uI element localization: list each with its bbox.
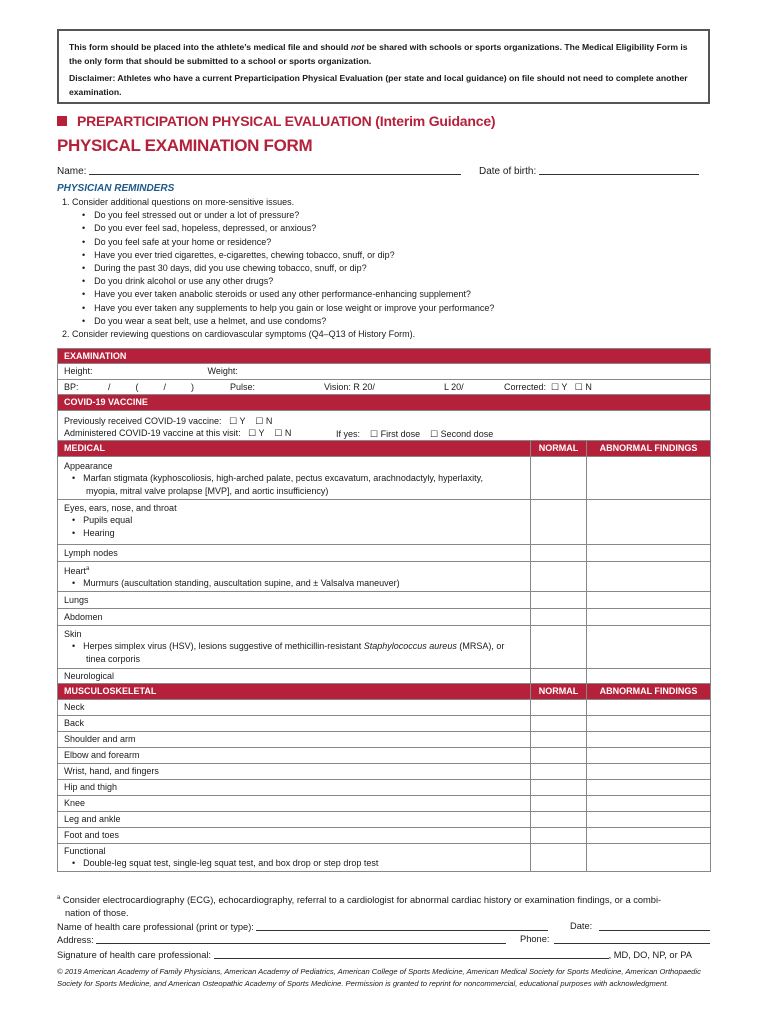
reminders-title: PHYSICIAN REMINDERS [57, 183, 175, 194]
row-label: Heart [64, 565, 87, 576]
functional-row [58, 843, 531, 871]
notice-text-2: be shared with schools or sports organizations. The Medical Eligibility Form is the only form that should be submitted to a school or sports organization. [69, 42, 688, 66]
normal-cell[interactable] [531, 561, 587, 591]
normal-cell[interactable] [531, 544, 587, 561]
table-row: Foot and toes [58, 827, 531, 843]
signature-field[interactable] [214, 948, 609, 959]
table-row: Knee [58, 795, 531, 811]
dob-label: Date of birth: [479, 166, 537, 177]
height-weight-row[interactable] [58, 364, 711, 379]
header-subtitle: (Interim Guidance) [375, 113, 496, 129]
normal-header: NORMAL [531, 684, 587, 699]
abnormal-cell[interactable] [587, 763, 711, 779]
normal-cell[interactable] [531, 827, 587, 843]
hcp-name-field[interactable] [256, 920, 548, 931]
phone-label: Phone: [520, 934, 550, 944]
normal-header: NORMAL [531, 441, 587, 456]
normal-cell[interactable] [531, 715, 587, 731]
list-item: • Marfan stigmata (kyphoscoliosis, high-arched palate, pectus excavatum, arachnodactyly, hyperlaxity, [64, 472, 524, 484]
abnormal-cell[interactable] [587, 561, 711, 591]
normal-cell[interactable] [531, 779, 587, 795]
header-title: PREPARTICIPATION PHYSICAL EVALUATION [77, 113, 372, 129]
neuro-row: Neurological [58, 668, 531, 683]
footnote-marker: a [86, 565, 90, 572]
abnormal-cell[interactable] [587, 591, 711, 608]
abnormal-cell[interactable] [587, 811, 711, 827]
notice-paragraph-1 [69, 40, 698, 68]
normal-cell[interactable] [531, 763, 587, 779]
normal-cell[interactable] [531, 843, 587, 871]
notice-box [57, 29, 710, 104]
normal-cell[interactable] [531, 811, 587, 827]
table-row: Wrist, hand, and fingers [58, 763, 531, 779]
name-label: Name: [57, 166, 87, 177]
phone-field[interactable] [554, 933, 710, 944]
abnormal-header: ABNORMAL FINDINGS [587, 441, 711, 456]
form-title: PHYSICAL EXAMINATION FORM [57, 136, 313, 155]
list-item: • Have you ever taken anabolic steroids or used any other performance-enhancing supplement? [62, 288, 722, 301]
footnote-marker: a [57, 895, 61, 901]
skin-row [58, 625, 531, 668]
row-label: Functional [64, 845, 106, 856]
table-row: Elbow and forearm [58, 747, 531, 763]
date-label: Date: [570, 921, 593, 931]
heart-row [58, 561, 531, 591]
square-bullet-icon [57, 116, 67, 126]
covid-previous[interactable]: Previously received COVID-19 vaccine: ☐ Y ☐ N [64, 415, 273, 426]
list-item: tinea corporis [86, 653, 141, 664]
normal-cell[interactable] [531, 699, 587, 715]
form-header [57, 113, 495, 129]
list-item: • Pupils equal [64, 514, 524, 526]
abnormal-cell[interactable] [587, 843, 711, 871]
dob-line [479, 164, 699, 177]
list-item: • Do you ever feel sad, hopeless, depressed, or anxious? [62, 222, 722, 235]
medical-header: MEDICAL [58, 441, 531, 456]
hcp-line [57, 920, 710, 934]
copyright: © 2019 American Academy of Family Physicians, American Academy of Pediatrics, American College of Sports Medicine, American Medical Society for Sports Medicine, American Orthopaedic Society for Sports Medicine, and American Osteopathic Academy of Sports Medicine. Permission is granted to reprint for noncommercial, educational purposes with acknowledgment. [57, 967, 701, 988]
normal-cell[interactable] [531, 731, 587, 747]
abnormal-cell[interactable] [587, 456, 711, 499]
address-field[interactable] [96, 933, 506, 944]
footnote [57, 892, 710, 920]
list-item: • Do you drink alcohol or use any other drugs? [62, 275, 722, 288]
table-row: Neck [58, 699, 531, 715]
list-item-end: (MRSA), or [456, 641, 505, 652]
vitals-row[interactable] [58, 379, 711, 394]
table-row: Back [58, 715, 531, 731]
table-row: Leg and ankle [58, 811, 531, 827]
bp-marks: / ( / ) [108, 381, 195, 392]
credentials-label: , MD, DO, NP, or PA [608, 950, 692, 960]
notice-emphasis: not [350, 42, 365, 52]
lungs-row: Lungs [58, 591, 531, 608]
covid-dose[interactable]: If yes: ☐ First dose ☐ Second dose [336, 428, 494, 439]
normal-cell[interactable] [531, 668, 587, 683]
covid-row[interactable] [58, 410, 711, 441]
name-line [57, 164, 461, 177]
list-item: • Do you wear a seat belt, use a helmet, and use condoms? [62, 315, 722, 328]
hcp-label: Name of health care professional (print or type): [57, 922, 254, 932]
list-item: • Murmurs (auscultation standing, auscultation supine, and ± Valsalva maneuver) [64, 577, 524, 589]
normal-cell[interactable] [531, 747, 587, 763]
abnormal-cell[interactable] [587, 699, 711, 715]
list-item: • Have you ever tried cigarettes, e-cigarettes, chewing tobacco, snuff, or dip? [62, 249, 722, 262]
footnote-text-2: nation of those. [65, 908, 129, 919]
vision-right-label: Vision: R 20/ [324, 381, 375, 392]
abnormal-cell[interactable] [587, 608, 711, 625]
examination-header: EXAMINATION [58, 349, 711, 364]
pulse-label: Pulse: [230, 381, 256, 392]
examination-table [57, 348, 711, 872]
dob-field[interactable] [539, 164, 699, 175]
abnormal-cell[interactable] [587, 544, 711, 561]
footnote-text: Consider electrocardiography (ECG), echocardiography, referral to a cardiologist for abnormal cardiac history or examination findings, or a combi- [60, 895, 662, 906]
normal-cell[interactable] [531, 795, 587, 811]
list-item: • Do you feel safe at your home or residence? [62, 236, 722, 249]
row-label: Appearance [64, 460, 113, 471]
corrected-checkboxes[interactable]: Corrected: ☐ Y ☐ N [504, 381, 592, 392]
notice-text: This form should be placed into the athlete’s medical file and should [69, 42, 351, 52]
list-item: • Have you ever taken any supplements to help you gain or lose weight or improve your performance? [62, 302, 722, 315]
abnormal-header: ABNORMAL FINDINGS [587, 684, 711, 699]
reminders-list [62, 196, 722, 341]
abnormal-cell[interactable] [587, 715, 711, 731]
abdomen-row: Abdomen [58, 608, 531, 625]
abnormal-cell[interactable] [587, 779, 711, 795]
signature-line [57, 948, 710, 962]
abnormal-cell[interactable] [587, 827, 711, 843]
abnormal-cell[interactable] [587, 795, 711, 811]
vision-left-label: L 20/ [444, 381, 464, 392]
abnormal-cell[interactable] [587, 625, 711, 668]
list-item: • Hearing [64, 527, 524, 539]
bp-label: BP: [64, 381, 79, 392]
reminder-item-1: 1. Consider additional questions on more-sensitive issues. [62, 197, 295, 207]
row-label: Eyes, ears, nose, and throat [64, 502, 177, 513]
list-item-italic: Staphylococcus aureus [363, 641, 457, 652]
msk-header: MUSCULOSKELETAL [58, 684, 531, 699]
list-item: Herpes simplex virus (HSV), lesions suggestive of methicillin-resistant [83, 641, 364, 652]
height-label: Height: [64, 366, 93, 377]
abnormal-cell[interactable] [587, 668, 711, 683]
signature-label: Signature of health care professional: [57, 950, 212, 960]
reminder-item-2: 2. Consider reviewing questions on cardiovascular symptoms (Q4–Q13 of History Form). [62, 329, 416, 340]
normal-cell[interactable] [531, 591, 587, 608]
abnormal-cell[interactable] [587, 499, 711, 544]
abnormal-cell[interactable] [587, 747, 711, 763]
eyes-row [58, 499, 531, 544]
normal-cell[interactable] [531, 625, 587, 668]
normal-cell[interactable] [531, 608, 587, 625]
list-item: • Do you feel stressed out or under a lot of pressure? [62, 209, 722, 222]
row-label: Skin [64, 628, 82, 639]
table-row: Hip and thigh [58, 779, 531, 795]
date-field[interactable] [599, 920, 710, 931]
lymph-row: Lymph nodes [58, 544, 531, 561]
normal-cell[interactable] [531, 499, 587, 544]
address-line [57, 933, 710, 947]
list-item: • During the past 30 days, did you use chewing tobacco, snuff, or dip? [62, 262, 722, 275]
covid-header: COVID-19 VACCINE [58, 395, 711, 410]
normal-cell[interactable] [531, 456, 587, 499]
abnormal-cell[interactable] [587, 731, 711, 747]
weight-label: Weight: [207, 366, 238, 377]
list-item: • Double-leg squat test, single-leg squat test, and box drop or step drop test [64, 857, 524, 869]
address-label: Address: [57, 935, 94, 945]
covid-administered[interactable]: Administered COVID-19 vaccine at this visit: ☐ Y ☐ N [64, 428, 292, 439]
name-field[interactable] [89, 164, 461, 175]
appearance-row [58, 456, 531, 499]
list-item: myopia, mitral valve prolapse [MVP], and aortic insufficiency) [86, 485, 329, 496]
notice-disclaimer: Disclaimer: Athletes who have a current Preparticipation Physical Evaluation (per state and local guidance) on file should not need to complete another examination. [69, 73, 688, 97]
table-row: Shoulder and arm [58, 731, 531, 747]
